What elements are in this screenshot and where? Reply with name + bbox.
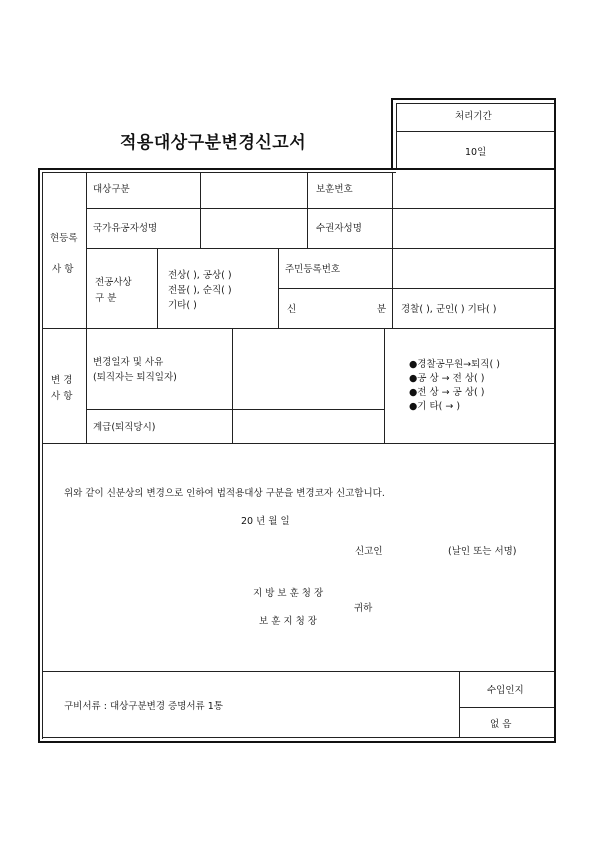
status-options: 경찰( ), 군인( ) 기타( ) bbox=[401, 304, 497, 315]
frame-line bbox=[42, 172, 396, 173]
merit-person-name-label: 국가유공자성명 bbox=[93, 223, 158, 234]
change-date-reason-label: (퇴직자는 퇴직일자) bbox=[93, 372, 177, 383]
change-option: ●기 타( → ) bbox=[409, 401, 461, 412]
status-label: 신 bbox=[287, 304, 297, 315]
frame-line bbox=[396, 103, 397, 169]
fee-value: 없 음 bbox=[490, 719, 512, 730]
frame-line bbox=[86, 409, 384, 410]
frame-line bbox=[459, 707, 554, 708]
frame-line bbox=[42, 443, 554, 444]
jeongongsasang-label: 구 분 bbox=[95, 293, 117, 304]
status-label: 분 bbox=[377, 304, 387, 315]
frame-line bbox=[278, 288, 554, 289]
frame-line bbox=[278, 248, 279, 328]
frame-line bbox=[396, 131, 554, 132]
seal-note: (날인 또는 서명) bbox=[448, 546, 517, 557]
jeongong-options: 기타( ) bbox=[168, 300, 197, 311]
frame-line bbox=[391, 98, 555, 100]
reporter-label: 신고인 bbox=[355, 546, 383, 557]
change-option: ●공 상 → 전 상( ) bbox=[409, 373, 485, 384]
declaration-statement: 위와 같이 신분상의 변경으로 인하여 법적용대상 구분을 변경코자 신고합니다. bbox=[64, 488, 385, 499]
target-category-label: 대상구분 bbox=[93, 184, 130, 195]
rank-label: 계급(퇴직당시) bbox=[93, 422, 156, 433]
frame-line bbox=[157, 248, 158, 328]
processing-label: 처리기간 bbox=[455, 111, 492, 122]
recipient-branch: 보 훈 지 청 장 bbox=[259, 616, 317, 627]
jeongongsasang-label: 전공사상 bbox=[95, 277, 132, 288]
frame-line bbox=[396, 103, 554, 104]
fee-label: 수입인지 bbox=[487, 685, 524, 696]
frame-line bbox=[384, 328, 385, 443]
change-section-label: 사 항 bbox=[51, 391, 73, 402]
page-title: 적용대상구분변경신고서 bbox=[120, 133, 307, 153]
hyeondeungrok-section-label: 현등록 bbox=[50, 233, 78, 244]
change-option: ●경찰공무원→퇴직( ) bbox=[409, 359, 500, 370]
jeongong-options: 전상( ), 공상( ) bbox=[168, 270, 232, 281]
frame-line bbox=[42, 737, 554, 738]
frame-line bbox=[86, 208, 554, 209]
frame-line bbox=[38, 168, 40, 743]
attachments-text: 구비서류 : 대상구분변경 증명서류 1통 bbox=[64, 701, 223, 712]
frame-line bbox=[392, 172, 393, 328]
processing-value: 10일 bbox=[465, 147, 487, 158]
frame-line bbox=[200, 172, 201, 248]
resident-number-label: 주민등록번호 bbox=[285, 264, 341, 275]
jeongong-options: 전몰( ), 순직( ) bbox=[168, 285, 232, 296]
frame-line bbox=[391, 98, 393, 168]
bohun-number-label: 보훈번호 bbox=[316, 184, 353, 195]
declaration-date-line: 20 년 월 일 bbox=[241, 516, 290, 527]
change-section-label: 변 경 bbox=[51, 375, 73, 386]
frame-line bbox=[38, 741, 556, 743]
frame-line bbox=[554, 168, 556, 743]
frame-line bbox=[307, 172, 308, 248]
hyeondeungrok-section-label: 사 항 bbox=[52, 264, 74, 275]
change-date-reason-label: 변경일자 및 사유 bbox=[93, 357, 164, 368]
frame-line bbox=[42, 671, 554, 672]
recipient-regional: 지 방 보 훈 청 장 bbox=[253, 588, 324, 599]
honorific: 귀하 bbox=[354, 603, 373, 614]
beneficiary-name-label: 수권자성명 bbox=[316, 223, 362, 234]
frame-line bbox=[42, 172, 43, 739]
change-option: ●전 상 → 공 상( ) bbox=[409, 387, 485, 398]
frame-line bbox=[554, 98, 556, 168]
frame-line bbox=[459, 671, 460, 737]
frame-line bbox=[86, 172, 87, 443]
frame-line bbox=[232, 328, 233, 443]
frame-line bbox=[42, 328, 554, 329]
frame-line bbox=[38, 168, 556, 170]
